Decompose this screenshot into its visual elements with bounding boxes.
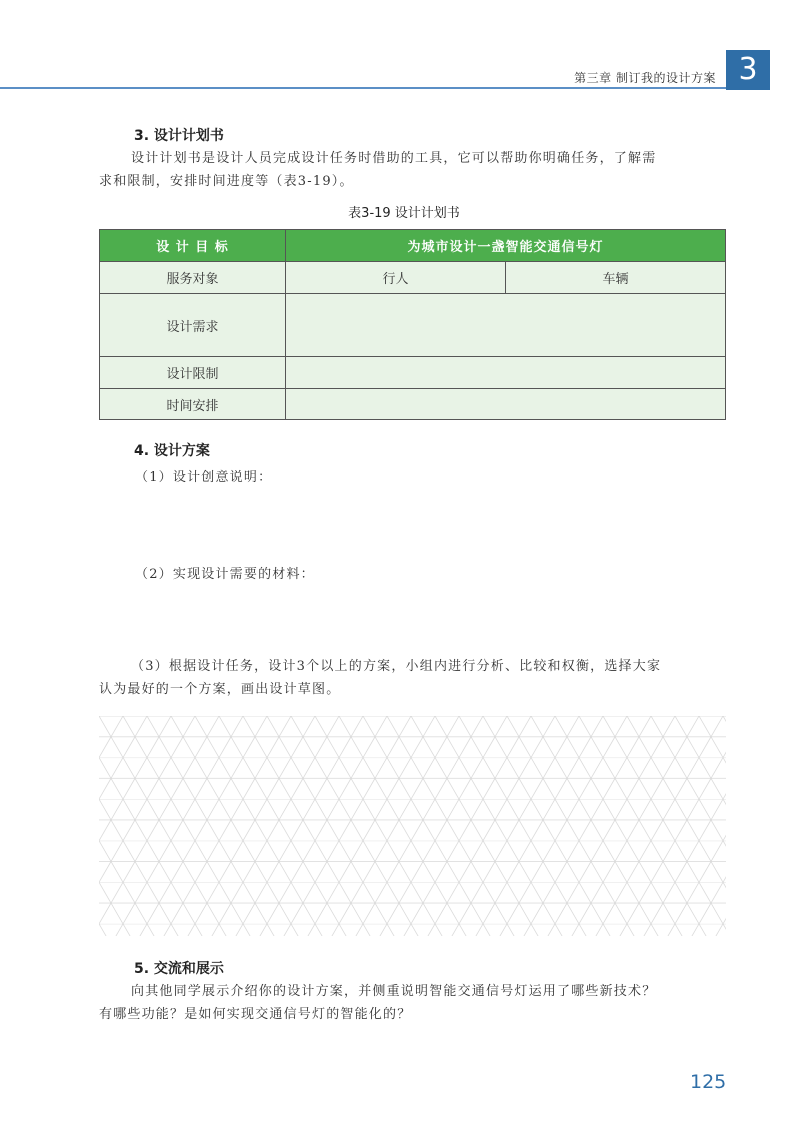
section4-item3 <box>99 655 725 701</box>
section4-item2: （2）实现设计需要的材料： <box>135 567 315 582</box>
table-caption: 表3-19 设计计划书 <box>348 206 460 221</box>
header-rule <box>0 87 728 89</box>
chapter-number-tab: 3 <box>726 50 770 90</box>
service-vehicle-cell: 车辆 <box>506 262 726 294</box>
limits-label-cell: 设计限制 <box>100 357 286 389</box>
section5-paragraph <box>99 980 725 1026</box>
table-header-row <box>100 230 726 262</box>
design-plan-table <box>99 229 726 420</box>
schedule-input-cell[interactable] <box>286 389 726 420</box>
section5-text-line1: 向其他同学展示介绍你的设计方案，并侧重说明智能交通信号灯运用了哪些新技术？ <box>131 984 657 999</box>
section3-paragraph <box>99 147 725 193</box>
section4-item1: （1）设计创意说明： <box>135 470 273 485</box>
limits-input-cell[interactable] <box>286 357 726 389</box>
table-row-requirements <box>100 294 726 357</box>
section3-heading: 3. 设计计划书 <box>134 128 224 144</box>
table-row-limits <box>100 357 726 389</box>
section4-item3-line2: 认为最好的一个方案，画出设计草图。 <box>99 682 341 697</box>
section5-text-line2: 有哪些功能？是如何实现交通信号灯的智能化的？ <box>99 1007 412 1022</box>
service-pedestrian-cell: 行人 <box>286 262 506 294</box>
header-value-cell: 为城市设计一盏智能交通信号灯 <box>286 230 726 262</box>
requirements-label-cell: 设计需求 <box>100 294 286 357</box>
service-label-cell: 服务对象 <box>100 262 286 294</box>
chapter-title: 第三章 制订我的设计方案 <box>574 71 716 85</box>
section5-heading: 5. 交流和展示 <box>134 961 224 977</box>
requirements-input-cell[interactable] <box>286 294 726 357</box>
table-row-schedule <box>100 389 726 420</box>
triangle-grid-fill <box>99 716 726 936</box>
schedule-label-cell: 时间安排 <box>100 389 286 420</box>
page-number: 125 <box>690 1071 727 1093</box>
table-row-service <box>100 262 726 294</box>
sketch-grid[interactable] <box>99 716 726 936</box>
section4-heading: 4. 设计方案 <box>134 443 210 459</box>
section3-text-line2: 求和限制，安排时间进度等（表3-19）。 <box>99 174 354 189</box>
header-label-cell: 设 计 目 标 <box>100 230 286 262</box>
section4-item3-line1: （3）根据设计任务，设计3个以上的方案，小组内进行分析、比较和权衡，选择大家 <box>131 659 662 674</box>
section3-text-line1: 设计计划书是设计人员完成设计任务时借助的工具，它可以帮助你明确任务，了解需 <box>131 151 657 166</box>
triangle-grid-svg <box>99 716 726 936</box>
